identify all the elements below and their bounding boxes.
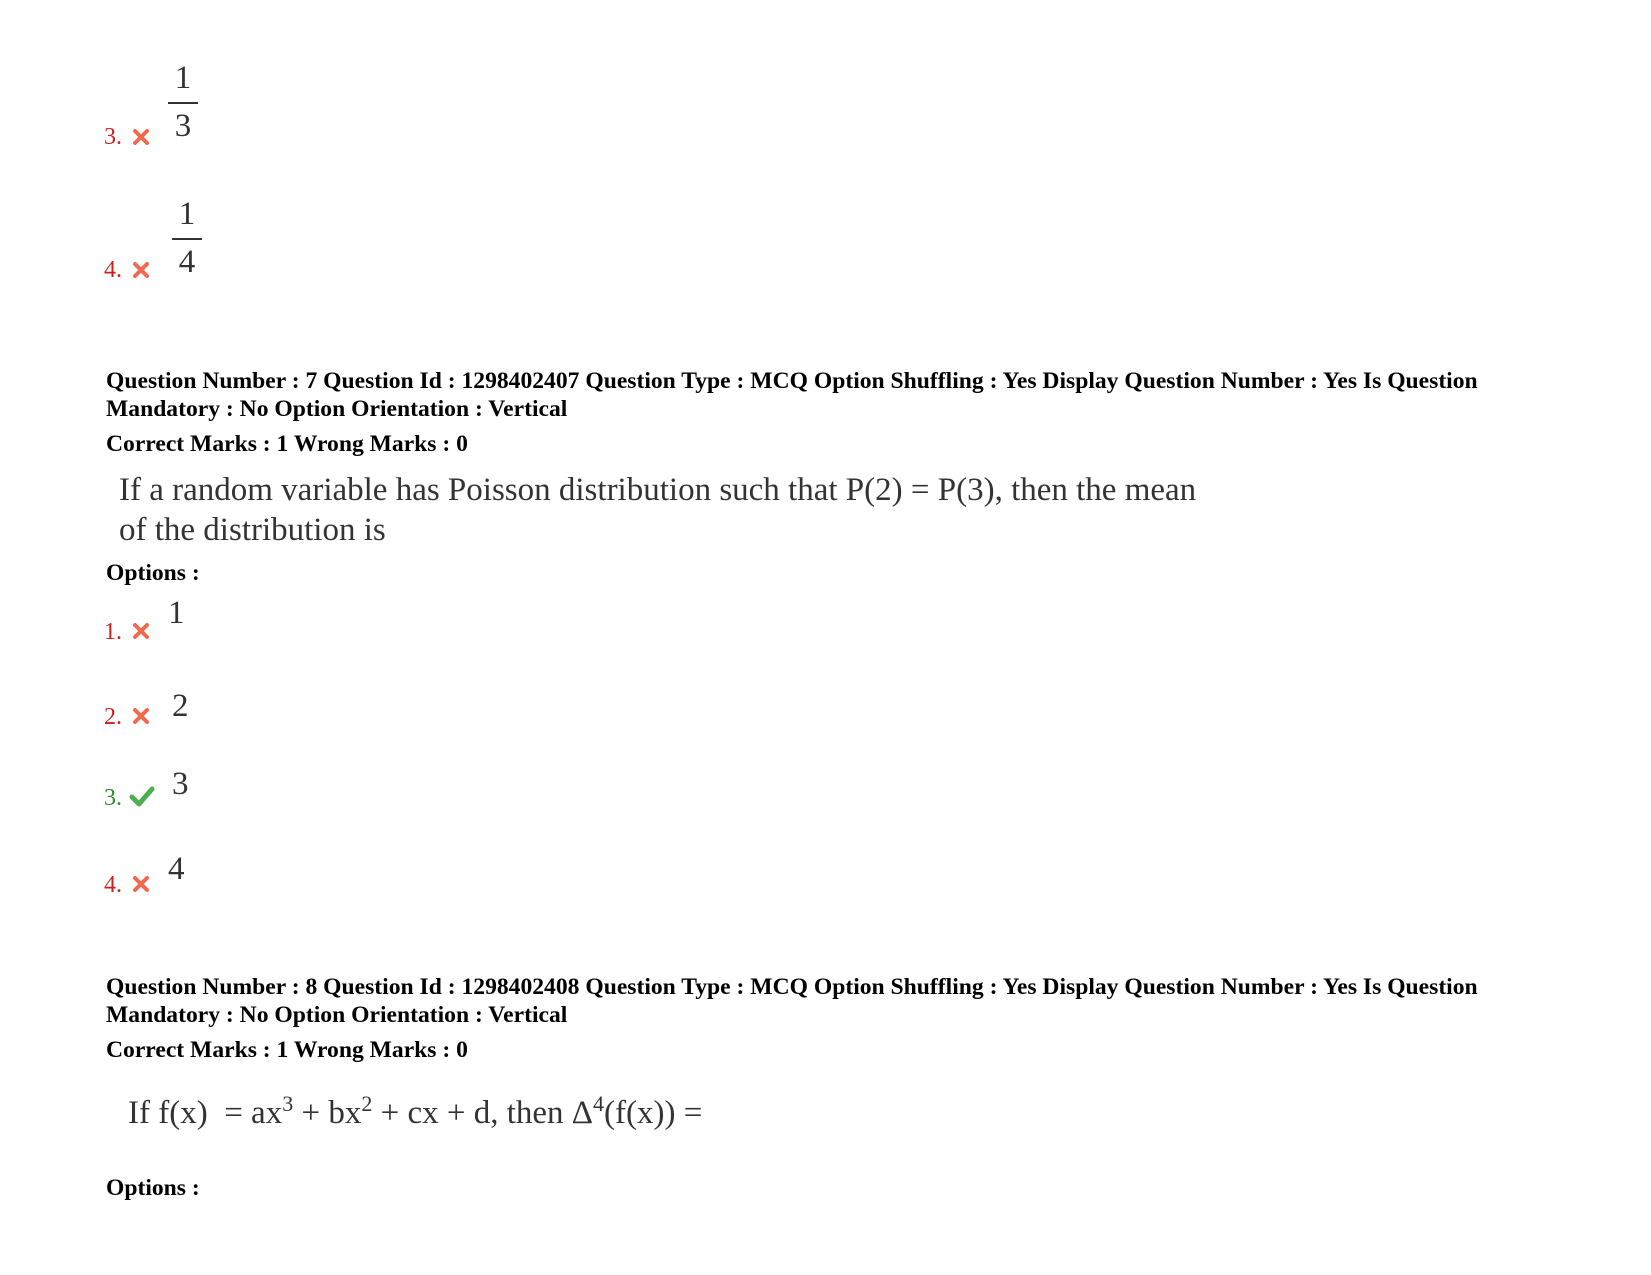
- question-meta-line2: Mandatory : No Option Orientation : Vertical: [106, 1002, 568, 1028]
- question-text-part: + bx: [293, 1095, 362, 1131]
- cross-icon: [131, 874, 151, 894]
- cross-icon: [131, 127, 151, 147]
- cross-icon: [131, 706, 151, 726]
- options-label: Options :: [106, 1175, 200, 1201]
- option-number: 2.: [104, 704, 122, 730]
- option-number: 3.: [104, 785, 122, 811]
- question-meta-line2: Mandatory : No Option Orientation : Vertical: [106, 396, 568, 422]
- options-label: Options :: [106, 560, 200, 586]
- cross-icon: [131, 621, 151, 641]
- fraction-numerator: 1: [174, 60, 192, 96]
- option-number: 4.: [104, 872, 122, 898]
- option-value: 2: [172, 688, 189, 724]
- cross-icon: [131, 260, 151, 280]
- question-meta: [106, 367, 1586, 423]
- question-text: [128, 1084, 702, 1133]
- question-text-line2: of the distribution is: [119, 512, 386, 548]
- option-number: 4.: [104, 257, 122, 283]
- question-text-part: If f(x) = ax: [128, 1095, 283, 1131]
- option-number: 1.: [104, 619, 122, 645]
- question-text-line1: If a random variable has Poisson distribution such that P(2) = P(3), then the mean: [119, 472, 1197, 508]
- question-meta: [106, 973, 1586, 1029]
- exponent: 2: [361, 1091, 373, 1116]
- option-value: 1: [168, 595, 185, 631]
- fraction-value: [172, 196, 202, 280]
- exponent: 4: [593, 1091, 604, 1116]
- question-meta-line1: Question Number : 8 Question Id : 1298402408 Question Type : MCQ Option Shuffling : Yes Display Question Number : Yes Is Question: [106, 974, 1478, 1000]
- question-meta-line1: Question Number : 7 Question Id : 1298402407 Question Type : MCQ Option Shuffling : Yes Display Question Number : Yes Is Question: [106, 368, 1478, 394]
- fraction-value: [168, 60, 198, 144]
- check-icon: [129, 785, 155, 807]
- fraction-denominator: 3: [174, 108, 192, 144]
- option-value: 3: [172, 766, 189, 802]
- question-text-part: + cx + d, then Δ: [372, 1095, 593, 1131]
- question-text: [119, 470, 1196, 550]
- question-marks: Correct Marks : 1 Wrong Marks : 0: [106, 431, 468, 457]
- option-value: 4: [168, 851, 185, 887]
- fraction-denominator: 4: [178, 244, 196, 280]
- exponent: 3: [282, 1091, 294, 1116]
- question-text-part: (f(x)) =: [604, 1095, 703, 1131]
- fraction-numerator: 1: [178, 196, 196, 232]
- option-number: 3.: [104, 124, 122, 150]
- question-marks: Correct Marks : 1 Wrong Marks : 0: [106, 1037, 468, 1063]
